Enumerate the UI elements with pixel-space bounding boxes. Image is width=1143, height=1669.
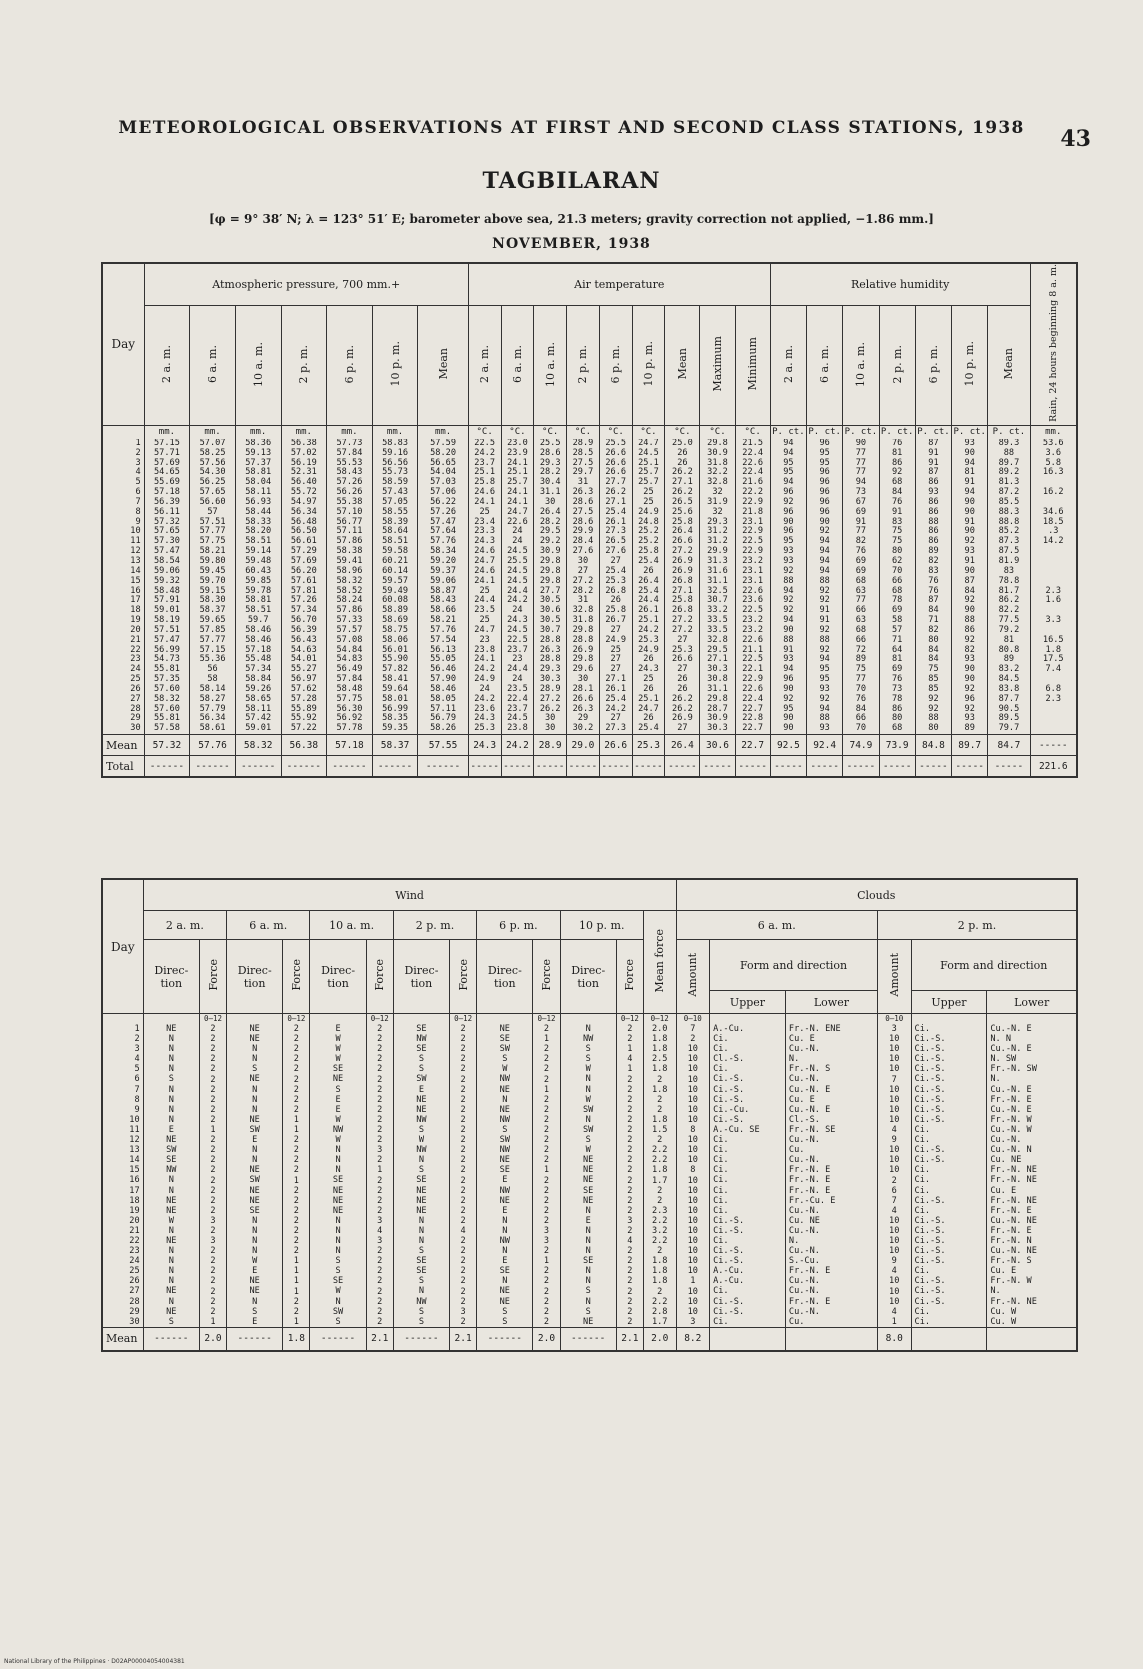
col-temp-2pm: 2 p. m. (567, 306, 600, 426)
total-rain: 221.6 (1030, 756, 1077, 778)
upper-2pm-values: Ci. Ci.-S. Ci.-S. Ci.-S. Ci.-S. Ci.-S. Ci.-S. Ci.-S. Ci.-S. Ci.-S. Ci. Ci. Ci.-S. Ci.-S. Ci. Ci. Ci. Ci.-S. Ci. Ci.-S. Ci.-S. Ci.-S. Ci.-S. Ci.-S. Ci. Ci.-S. Ci.-S. Ci.-S. Ci. Ci. (914, 1024, 946, 1327)
mean-force-header: Mean force (643, 911, 676, 1014)
force-header: Force (450, 940, 477, 1014)
direction-header: Direc- tion (143, 940, 199, 1014)
col-temp-mean: Mean (665, 306, 700, 426)
col-rh-2pm: 2 p. m. (879, 306, 915, 426)
mean-label: Mean (102, 735, 144, 756)
force-header: Force (616, 940, 643, 1014)
force-header: Force (366, 940, 393, 1014)
direction-header: Direc- tion (477, 940, 533, 1014)
force-2pm-values: 2 2 2 2 2 2 2 2 2 2 2 2 2 2 2 2 2 2 2 2 4 2 2 2 2 2 2 2 3 2 (460, 1024, 466, 1327)
rh-6pm-values: 87 91 91 87 86 93 86 86 88 86 86 89 82 83 76 76 87 84 71 82 80 84 84 75 85 85 92 92 88 80 (928, 438, 939, 734)
dir-10pm-values: N NW S S W N N W SW N SW S W NE NE NE SE NE N E N N N SE N N S N S NE (583, 1024, 594, 1327)
total-row: Total ------ ------ ------ ------ ------ ------ ------ ----- ----- ----- ----- ----- ----- ----- ----- ----- ----- ----- ----- ----- ----- ----- ----- 221.6 (102, 756, 1077, 778)
station-coordinates: [φ = 9° 38′ N; λ = 123° 51′ E; barometer above sea, 21.3 meters; gravity correction not applied, −1.86 mm.] (209, 212, 934, 226)
col-temp-6pm: 6 p. m. (599, 306, 632, 426)
form-direction-header: Form and direction (911, 940, 1077, 991)
force-header: Force (533, 940, 560, 1014)
pressure-2am-values: 57.15 57.71 57.69 54.65 55.69 57.18 56.39 56.11 57.32 57.65 57.30 57.47 58.54 59.06 59.32 58.48 57.91 59.01 58.19 57.51 57.47 56.99 54.73 55.81 57.35 57.60 58.32 57.60 55.81 57.58 (154, 438, 180, 734)
col-temp-10pm: 10 p. m. (632, 306, 665, 426)
rain-header: Rain, 24 hours beginning 8 a. m. (1030, 263, 1077, 425)
force-10pm-values: 2 2 1 4 1 2 2 2 2 2 2 2 2 2 2 2 2 2 2 3 2 4 2 2 2 2 2 2 2 2 (627, 1024, 633, 1327)
force-header: Force (283, 940, 310, 1014)
col-rh-2am: 2 a. m. (770, 306, 806, 426)
temp-min-values: 21.5 22.4 22.6 22.4 21.6 22.2 22.9 21.8 23.1 22.9 22.5 22.9 23.2 23.1 23.1 22.6 23.6 22.5 23.2 23.2 22.6 21.1 22.5 22.1 22.9 22.6 22.4 22.7 22.8 22.7 (742, 438, 763, 734)
col-rh-6am: 6 a. m. (807, 306, 843, 426)
temperature-header: Air temperature (468, 263, 770, 306)
amount-header: Amount (877, 940, 911, 1014)
direction-header: Direc- tion (227, 940, 283, 1014)
force-2am-values: 2 2 2 2 2 2 2 2 2 2 1 2 2 2 2 2 2 2 2 3 2 3 2 2 2 2 2 2 2 1 (210, 1024, 216, 1327)
temp-6am-values: 23.0 23.9 24.1 25.1 25.7 24.1 24.1 24.7 22.6 24 24 24.5 25.5 24.5 24.5 24.4 24.2 24 24.3 24.5 22.5 23.7 23 24.4 24 23.5 22.4 23.7 24.5 23.8 (507, 438, 528, 734)
temp-10pm-values: 24.7 24.5 25.1 25.7 25.7 25 25 24.9 24.8 25.2 25.2 25.8 25.4 26 26.4 25.4 24.4 26.1 25.1 24.2 25.3 24.9 26 24.3 25 26 25.1 24.7 26 25.4 (638, 438, 659, 734)
dir-6pm-values: NE SE SW S W NW NE N NE NW S SW NW NE SE E NW NE E N N NW N E SE N NE NE S S (499, 1024, 510, 1327)
col-temp-min: Minimum (735, 306, 770, 426)
col-temp-6am: 6 a. m. (501, 306, 534, 426)
wind-time-6am: 6 a. m. (227, 911, 310, 940)
rh-2pm-values: 76 81 86 92 68 84 76 91 83 75 75 80 62 70 66 68 78 69 58 57 71 64 81 69 76 73 78 86 80 68 (892, 438, 903, 734)
mean-row: Mean 57.32 57.76 58.32 56.38 57.18 58.37 57.55 24.3 24.2 28.9 29.0 26.6 25.3 26.4 30.6 22.7 92.5 92.4 74.9 73.9 84.8 89.7 84.7 ----- (102, 735, 1077, 756)
day-header-2: Day (102, 879, 143, 1014)
wind-clouds-values-row: 1 2 3 4 5 6 7 8 9 10 11 12 13 14 15 16 17 18 19 20 21 22 23 24 25 26 27 28 29 30 NE N N N N S N N N N E NE SW SE NW N N NE NE W N NE N N N N NE N NE S 0–12 2 2 2 2 2 2 2 2 2 2 1 2 2 2 2 2 2 2 2 3 2 3 2 2 2 2 2 2 2 1 NE NE N N S NE N N N NE SW E N N NE SW NE NE SE N N N N W E NE NE N S E 0–12 2 2 2 2 2 2 2 2 2 1 1 2 2 2 2 1 2 2 2 2 2 2 2 1 1 1 1 2 2 1 E W W W SE NE S E E W NW W N N N SE NE NE NE N N N N S S SE W N SW S 0–12 2 2 2 2 2 2 2 2 2 2 2 2 3 2 1 2 2 2 2 3 4 3 2 2 2 2 2 2 2 2 SE NW SE S S SW E NE NE NW S W NW N S SE NE NE NE N N N S SE SE S N NW S S 0–12 2 2 2 2 2 2 2 2 2 2 2 2 2 2 2 2 2 2 2 2 4 2 2 2 2 2 2 2 3 2 NE SE SW S W NW NE N NE NW S SW NW NE SE E NW NE E N N NW N E SE N NE NE S S 0–12 2 1 2 2 2 2 1 2 2 2 2 2 2 2 1 2 2 2 2 2 3 3 2 1 2 2 2 2 2 2 N NW S S W N N W SW N SW S W NE NE NE SE NE N E N N N SE N N S N S NE 0–12 2 2 1 4 1 2 2 2 2 2 2 2 2 2 2 2 2 2 2 3 2 4 2 2 2 2 2 2 2 2 0–12 2.0 1.8 1.8 2.5 1.8 2 1.8 2 2 1.8 1.5 2 2.2 2.2 1.8 1.7 2 2 2.3 2.2 3.2 2.2 2 1.8 1.8 1.8 2 2.2 2.8 1.7 0–10 7 2 10 10 10 10 10 10 10 10 8 10 10 10 8 10 10 10 10 10 10 10 10 10 10 1 10 10 10 3 A.-Cu. Ci. Ci. Cl.-S. Ci. Ci.-S. Ci.-S. Ci.-S. Ci.-Cu. Ci.-S. A.-Cu. SE Ci. Ci. Ci. Ci. Ci. Ci. Ci. Ci. Ci.-S. Ci.-S. Ci. Ci.-S. Ci.-S. A.-Cu. A.-Cu. Ci. Ci.-S. Ci.-S. Ci. Fr.-N. ENE Cu. E Cu.-N. N. Fr.-N. S Cu.-N. Cu.-N. E Cu. E Cu.-N. E Cl.-S. Fr.-N. SE Cu.-N. Cu. Cu.-N. Fr.-N. E Fr.-N. E Fr.-N. E Fr.-Cu. E Cu.-N. Cu. NE Cu.-N. N. Cu.-N. S.-Cu. Fr.-N. E Cu.-N. Cu.-N. Fr.-N. E Cu.-N. Cu. 0–10 3 10 10 10 10 7 10 10 10 10 4 9 10 10 10 2 6 7 4 10 10 10 10 9 4 10 10 10 4 1 Ci. Ci.-S. Ci.-S. Ci.-S. Ci.-S. Ci.-S. Ci.-S. Ci.-S. Ci.-S. Ci.-S. Ci. Ci. Ci.-S. Ci.-S. Ci. Ci. Ci. Ci.-S. Ci. Ci.-S. Ci.-S. Ci.-S. Ci.-S. Ci.-S. Ci. Ci.-S. Ci.-S. Ci.-S. Ci. Ci. Cu.-N. E N. N Cu.-N. E N. SW Fr.-N. SW N. Cu.-N. E Fr.-N. E Cu.-N. E Fr.-N. W Cu.-N. W Cu.-N. Cu.-N. N Cu. NE Fr.-N. NE Fr.-N. NE Cu. E Fr.-N. NE Fr.-N. E Cu.-N. NE Fr.-N. E Fr.-N. N Cu.-N. NE Fr.-N. S Cu. E Fr.-N. W N. Fr.-N. NE Cu. W Cu. W (102, 1014, 1077, 1328)
dir-2am-values: NE N N N N S N N N N E NE SW SE NW N N NE NE W N NE N N N N NE N NE S (166, 1024, 177, 1327)
mean-label-2: Mean (102, 1327, 143, 1351)
day-numbers: 1 2 3 4 5 6 7 8 9 10 11 12 13 14 15 16 17 18 19 20 21 22 23 24 25 26 27 28 29 30 (130, 438, 141, 734)
dir-6am-values: NE NE N N S NE N N N NE SW E N N NE SW NE NE SE N N N N W E NE NE N S E (249, 1024, 260, 1327)
wind-time-2am: 2 a. m. (143, 911, 226, 940)
pressure-10pm-values: 58.83 59.16 56.56 55.73 58.59 57.43 57.05 58.55 58.39 58.64 58.51 59.58 60.21 60.14 59.57 59.49 60.08 58.89 58.69 58.75 58.06 56.01 55.90 57.82 58.41 59.64 58.01 56.99 58.35 59.35 (382, 438, 408, 734)
direction-header: Direc- tion (310, 940, 366, 1014)
upper-header: Upper (710, 991, 786, 1014)
wind-time-10pm: 10 p. m. (560, 911, 643, 940)
pressure-6am-values: 57.07 58.25 57.56 54.30 56.25 57.65 56.60 57 57.51 57.77 57.75 58.21 59.80 59.45 59.70 59.15 58.30 58.37 59.65 57.85 57.77 57.15 55.36 56 58 58.14 58.27 57.79 56.34 58.61 (199, 438, 226, 734)
clouds-header: Clouds (676, 879, 1077, 911)
col-pressure-6pm: 6 p. m. (327, 306, 373, 426)
temp-mean-values: 25.0 26 26 26.2 27.1 26.2 26.5 25.6 25.8 26.4 26.6 27.2 26.9 26.9 26.8 27.1 25.8 26.8 27.2 27.2 27 25.3 26.6 27 26 26 26.2 26.2 26.9 27 (672, 438, 693, 734)
scan-footer: National Library of the Philippines · D02AP00004054004381 (4, 1658, 185, 1665)
col-pressure-10am: 10 a. m. (235, 306, 281, 426)
col-temp-10am: 10 a. m. (534, 306, 567, 426)
temp-2am-values: 22.5 24.2 23.7 25.1 25.8 24.6 24.1 25 23.4 23.3 24.3 24.6 24.7 24.6 24.1 25 24.4 23.5 25 24.7 23 23.8 24.1 24.2 24.9 24 24.2 23.6 24.3 25.3 (474, 438, 495, 734)
page-number: 43 (1060, 126, 1091, 152)
col-rh-6pm: 6 p. m. (915, 306, 951, 426)
upper-6am-values: A.-Cu. Ci. Ci. Cl.-S. Ci. Ci.-S. Ci.-S. Ci.-S. Ci.-Cu. Ci.-S. A.-Cu. SE Ci. Ci. Ci. Ci. Ci. Ci. Ci. Ci. Ci.-S. Ci.-S. Ci. Ci.-S. Ci.-S. A.-Cu. A.-Cu. Ci. Ci.-S. Ci.-S. Ci. (713, 1024, 760, 1327)
force-6pm-values: 2 1 2 2 2 2 1 2 2 2 2 2 2 2 1 2 2 2 2 2 3 3 2 1 2 2 2 2 2 2 (543, 1024, 550, 1327)
wind-time-10am: 10 a. m. (310, 911, 393, 940)
mean-force-values: 2.0 1.8 1.8 2.5 1.8 2 1.8 2 2 1.8 1.5 2 2.2 2.2 1.8 1.7 2 2 2.3 2.2 3.2 2.2 2 1.8 1.8 1.8 2 2.2 2.8 1.7 (651, 1024, 668, 1327)
pressure-6pm-values: 57.73 57.84 55.53 58.43 57.26 56.26 55.38 57.10 56.77 57.11 57.86 58.38 59.41 58.96 58.32 58.52 58.24 57.86 57.33 57.57 57.08 54.84 54.83 56.49 57.84 58.48 57.75 56.30 56.92 57.78 (336, 438, 363, 734)
col-rh-10pm: 10 p. m. (952, 306, 988, 426)
col-rh-mean: Mean (988, 306, 1030, 426)
units-row: mm. mm. mm. mm. mm. mm. mm. °C. °C. °C. °C. °C. °C. °C. °C. °C. P. ct. P. ct. P. ct. P. ct. P. ct. P. ct. P. ct. mm. (102, 425, 1077, 439)
cloud-time-6am: 6 a. m. (676, 911, 877, 940)
day-numbers-2: 1 2 3 4 5 6 7 8 9 10 11 12 13 14 15 16 17 18 19 20 21 22 23 24 25 26 27 28 29 30 (129, 1024, 140, 1327)
rh-6am-values: 96 95 95 96 96 96 96 96 90 92 94 94 94 94 88 92 92 91 91 92 88 92 94 95 95 93 92 94 88 93 (819, 438, 830, 734)
temp-6pm-values: 25.5 26.6 26.6 26.6 27.7 26.2 27.1 25.4 26.1 27.3 26.5 27.6 27 25.4 25.3 26.8 26 25.8 26.7 27 24.9 25 27 27 27.1 26.1 25.4 24.2 27 27.3 (605, 438, 627, 734)
form-direction-header: Form and direction (710, 940, 878, 991)
running-head: METEOROLOGICAL OBSERVATIONS AT FIRST AND SECOND CLASS STATIONS, 1938 (118, 118, 1025, 138)
wind-time-2pm: 2 p. m. (393, 911, 476, 940)
wind-time-6pm: 6 p. m. (477, 911, 560, 940)
lower-header: Lower (987, 991, 1077, 1014)
station-title: TAGBILARAN (482, 168, 661, 194)
force-header: Force (199, 940, 226, 1014)
col-pressure-2pm: 2 p. m. (281, 306, 327, 426)
wind-header: Wind (143, 879, 676, 911)
day-header: Day (102, 263, 144, 425)
month-title: NOVEMBER, 1938 (492, 236, 651, 252)
col-pressure-2am: 2 a. m. (144, 306, 190, 426)
rh-10am-values: 90 77 77 77 94 73 67 69 91 77 82 76 69 69 68 63 77 66 63 68 66 72 89 75 77 70 76 84 66 70 (855, 438, 867, 734)
rh-2am-values: 94 94 95 95 94 96 92 96 90 96 95 93 93 92 88 94 92 92 94 90 88 91 93 94 96 90 92 95 90 90 (783, 438, 794, 734)
humidity-header: Relative humidity (770, 263, 1030, 306)
rain-values: 53.6 3.6 5.8 16.3 16.2 34.6 18.5 .3 14.2 2.3 1.6 3.3 16.5 1.8 17.5 7.4 6.8 2.3 (1042, 438, 1064, 704)
rh-mean-values: 89.3 88 89.7 89.2 81.3 87.2 85.5 88.3 88.8 85.2 87.3 87.5 81.9 83 78.8 81.7 86.2 82.2 77.5 79.2 81 80.8 89 83.2 84.5 83.8 87.7 90.5 89.5 79.7 (998, 438, 1020, 734)
pressure-10am-values: 58.36 59.13 57.37 58.81 58.04 58.11 56.93 58.44 58.33 58.20 58.51 59.14 59.48 60.43 59.85 59.78 58.81 58.51 59.7 58.46 58.46 57.18 55.48 57.34 58.84 59.26 58.65 58.11 57.42 59.01 (245, 438, 272, 734)
dir-2pm-values: SE NW SE S S SW E NE NE NW S W NW N S SE NE NE NE N N N S SE SE S N NW S S (416, 1024, 427, 1327)
col-pressure-6am: 6 a. m. (190, 306, 236, 426)
direction-header: Direc- tion (393, 940, 449, 1014)
force-10am-values: 2 2 2 2 2 2 2 2 2 2 2 2 3 2 1 2 2 2 2 3 4 3 2 2 2 2 2 2 2 2 (377, 1024, 383, 1327)
dir-10am-values: E W W W SE NE S E E W NW W N N N SE NE NE NE N N N N S S SE W N SW S (332, 1024, 344, 1327)
col-temp-max: Maximum (700, 306, 735, 426)
col-temp-2am: 2 a. m. (468, 306, 501, 426)
temp-2pm-values: 28.9 28.5 27.5 29.7 31 26.3 28.6 27.5 28.6 29.9 28.4 27.6 30 27 27.2 28.2 31 32.8 31.8 29.8 28.8 26.9 29.8 29.6 30 28.1 26.6 26.3 29 30.2 (572, 438, 594, 734)
pressure-2pm-values: 56.38 57.02 56.19 52.31 56.40 55.72 54.97 56.34 56.48 56.50 56.61 57.29 57.69 56.20 57.61 57.81 57.26 57.34 56.70 56.39 56.43 54.63 54.01 55.27 56.97 57.62 57.28 55.89 55.92 57.22 (290, 438, 317, 734)
pressure-mean-values: 57.59 58.20 56.65 54.04 57.03 57.06 56.22 57.26 57.47 57.64 57.76 58.34 59.20 59.37 59.06 58.87 58.43 58.66 58.21 57.76 57.54 56.13 55.05 56.46 57.90 58.46 58.05 57.11 56.79 58.26 (430, 438, 456, 734)
amount-6am-values: 7 2 10 10 10 10 10 10 10 10 8 10 10 10 8 10 10 10 10 10 10 10 10 10 10 1 10 10 10 3 (687, 1024, 698, 1327)
wind-clouds-table (101, 878, 1078, 1352)
force-6am-values: 2 2 2 2 2 2 2 2 2 1 1 2 2 2 2 1 2 2 2 2 2 2 2 1 1 1 1 2 2 1 (293, 1024, 299, 1327)
lower-2pm-values: Cu.-N. E N. N Cu.-N. E N. SW Fr.-N. SW N. Cu.-N. E Fr.-N. E Cu.-N. E Fr.-N. W Cu.-N. W Cu.-N. Cu.-N. N Cu. NE Fr.-N. NE Fr.-N. NE Cu. E Fr.-N. NE Fr.-N. E Cu.-N. NE Fr.-N. E Fr.-N. N Cu.-N. NE Fr.-N. S Cu. E Fr.-N. W N. Fr.-N. NE Cu. W Cu. W (990, 1024, 1037, 1327)
direction-header: Direc- tion (560, 940, 616, 1014)
col-pressure-10pm: 10 p. m. (372, 306, 418, 426)
upper-header: Upper (911, 991, 987, 1014)
total-label: Total (102, 756, 144, 778)
temp-max-values: 29.8 30.9 31.8 32.2 32.8 32 31.9 32 29.3 31.2 31.2 29.9 31.3 31.6 31.1 32.5 30.7 33.2 33.5 33.5 32.8 29.5 27.1 30.3 30.8 31.1 29.8 28.7 30.9 30.3 (707, 438, 728, 734)
rh-10pm-values: 93 90 94 81 91 94 90 90 91 90 92 93 91 90 87 84 92 90 88 86 92 82 93 90 90 92 96 92 93 89 (964, 438, 975, 734)
col-rh-10am: 10 a. m. (843, 306, 879, 426)
wind-mean-row: Mean ------ 2.0 ------ 1.8 ------ 2.1 ------ 2.1 ------ 2.0 ------ 2.1 2.0 8.2 8.0 (102, 1327, 1077, 1351)
cloud-time-2pm: 2 p. m. (877, 911, 1077, 940)
lower-header: Lower (785, 991, 877, 1014)
lower-6am-values: Fr.-N. ENE Cu. E Cu.-N. N. Fr.-N. S Cu.-N. Cu.-N. E Cu. E Cu.-N. E Cl.-S. Fr.-N. SE Cu.-N. Cu. Cu.-N. Fr.-N. E Fr.-N. E Fr.-N. E Fr.-Cu. E Cu.-N. Cu. NE Cu.-N. N. Cu.-N. S.-Cu. Fr.-N. E Cu.-N. Cu.-N. Fr.-N. E Cu.-N. Cu. (788, 1024, 841, 1327)
temp-10am-values: 25.5 28.6 29.3 28.2 30.4 31.1 30 26.4 28.2 29.5 29.2 30.9 29.8 29.8 29.8 27.7 30.5 30.6 30.5 30.7 28.8 26.3 28.8 29.3 30.3 28.9 27.2 26.2 30 30 (539, 438, 561, 734)
pressure-header: Atmospheric pressure, 700 mm.+ (144, 263, 468, 306)
daily-values-row (102, 439, 1077, 735)
amount-header: Amount (676, 940, 710, 1014)
amount-2pm-values: 3 10 10 10 10 7 10 10 10 10 4 9 10 10 10 2 6 7 4 10 10 10 10 9 4 10 10 10 4 1 (889, 1024, 900, 1327)
col-pressure-mean: Mean (418, 306, 468, 426)
observations-table (101, 262, 1078, 778)
